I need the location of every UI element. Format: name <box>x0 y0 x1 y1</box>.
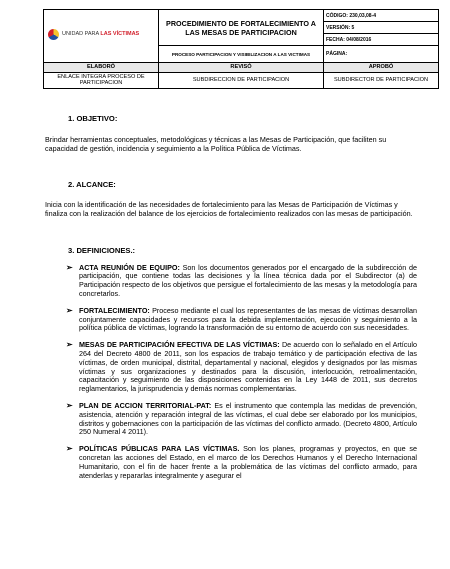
code-field: CÓDIGO: 230,03,08-4 <box>324 10 439 22</box>
arrow-bullet-icon: ➢ <box>66 400 73 410</box>
colombia-seal-icon <box>48 29 59 40</box>
definition-text: Proceso mediante el cual los representantes de las mesas de víctimas desarrollan conjuntamente capacidades y recursos para la debida implementación, ejecución y seguimiento a la política pública de víctimas, logrando la transformación de su entorno de acuerdo con sus necesidades. <box>79 305 417 333</box>
aprobo-label: APROBÓ <box>324 63 439 73</box>
definition-term: PLAN DE ACCION TERRITORIAL-PAT: <box>79 400 212 410</box>
alcance-heading: 2. ALCANCE: <box>68 180 116 190</box>
elaboro-label: ELABORÓ <box>44 63 159 73</box>
objetivo-heading: 1. OBJETIVO: <box>68 114 118 123</box>
document-body <box>45 115 417 480</box>
arrow-bullet-icon: ➢ <box>66 340 73 350</box>
arrow-bullet-icon: ➢ <box>66 305 73 315</box>
document-title: PROCEDIMIENTO DE FORTALECIMIENTO A LAS MESAS DE PARTICIPACION <box>159 10 324 46</box>
document-header-table <box>43 9 439 89</box>
objetivo-text: Brindar herramientas conceptuales, metodológicas y técnicas a las Mesas de Participación, que faciliten su capacidad de gestión, incidencia y seguimiento a la Política Pública de Víctimas. <box>45 134 387 153</box>
definition-item <box>56 445 417 480</box>
alcance-text: Inicia con la identificación de las necesidades de fortalecimiento para las Mesas de Participación de Víctimas y finaliza con la realización del balance de los ejercicios de fortalecimiento realizados con las mesas de participación. <box>45 200 413 218</box>
definition-term: POLÍTICAS PÚBLICAS PARA LAS VÍCTIMAS. <box>79 444 240 454</box>
page-field: PÁGINA: <box>324 46 439 63</box>
elaboro-value: ENLACE INTEGRA PROCESO DE PARTICIPACION <box>44 72 159 88</box>
definition-text: Son los planes, programas y proyectos, en que se concretan las acciones del Estado, en el marco de los Derechos Humanos y el Derecho Internacional Humanitario, con el fin de hacer frente a la problemática de las víctimas del conflicto armado, para atenderlas y repararlas integralmente y asegurar el <box>79 444 417 480</box>
definition-item <box>56 307 417 333</box>
reviso-value: SUBDIRECCION DE PARTICIPACION <box>159 72 324 88</box>
reviso-label: REVISÓ <box>159 63 324 73</box>
arrow-bullet-icon: ➢ <box>66 262 73 272</box>
definition-text: Es el instrumento que contempla las medidas de prevención, asistencia, atención y reparación integral de las víctimas, el cual debe ser elaborado por los municipios, distritos y gobernaciones con la participación de las víctimas del conflicto armado. (Decreto 4800, Artículo 250 Numeral 4 2011). <box>79 400 417 437</box>
aprobo-value: SUBDIRECTOR DE PARTICIPACION <box>324 72 439 88</box>
logo-text: UNIDAD PARA LAS VÍCTIMAS <box>62 31 140 37</box>
date-field: FECHA: 04/08/2016 <box>324 34 439 46</box>
definition-term: ACTA REUNIÓN DE EQUIPO: <box>79 262 180 272</box>
definition-item <box>56 341 417 394</box>
process-subtitle: PROCESO PARTICIPACION Y VISIBILIZACION A LAS VICTIMAS <box>159 46 324 63</box>
definiciones-heading: 3. DEFINICIONES.: <box>68 245 136 255</box>
version-field: VERSIÓN: 5 <box>324 22 439 34</box>
definition-item <box>56 264 417 299</box>
logo-cell <box>44 10 159 63</box>
arrow-bullet-icon: ➢ <box>66 444 73 454</box>
definition-term: MESAS DE PARTICIPACIÓN EFECTIVA DE LAS VÍCTIMAS: <box>79 340 280 350</box>
definition-term: FORTALECIMIENTO: <box>79 305 150 315</box>
definition-item <box>56 402 417 437</box>
definition-text: De acuerdo con lo señalado en el Artículo 264 del Decreto 4800 de 2011, son los espacios de trabajo temático y de participación efectiva de las víctimas, de orden municipal, distrital, departamental y nacional, elegidos y designados por las mismas víctimas y sus organizaciones y destinados para la discusión, interlocución, retroalimentación, capacitación y seguimiento de las disposiciones contenidas en la Ley 1448 de 2011, sus decretos reglamentarios, la jurisprudencia y demás normas complementarias. <box>79 340 417 394</box>
definition-text: Son los documentos generados por el encargado de la subdirección de participación, que contiene todas las decisiones y la línea técnica dada por el Subdirector (a) de Participación respecto de los objetivos que persigue el fortalecimiento de las mesas y la metodología para concretarlos. <box>79 262 417 298</box>
